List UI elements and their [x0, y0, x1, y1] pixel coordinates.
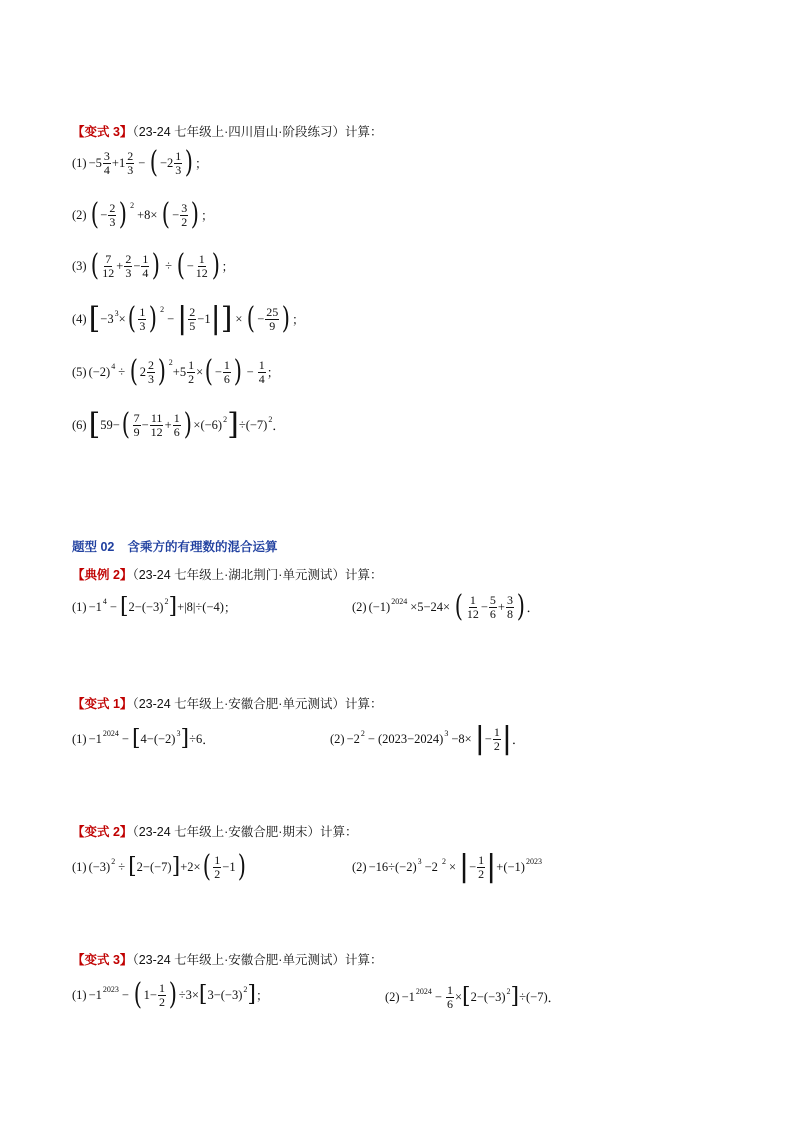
fraction: $\frac{1}{2}$ [478, 852, 485, 881]
operator: +8× [137, 207, 158, 222]
bracket-right: ] [168, 594, 178, 619]
bracket-right: ] [220, 301, 233, 336]
paren-right: ) [183, 407, 192, 442]
exponent: 4 [111, 361, 116, 371]
term: 2−(−7) [136, 859, 172, 874]
operator: +1 [111, 155, 126, 170]
punctuation: ； [221, 260, 235, 274]
fraction: 3 4 [103, 148, 110, 177]
fraction: 1 12 [466, 592, 479, 621]
example2-problem-2 [352, 589, 540, 624]
section-title [72, 537, 278, 555]
exponent: 2 [441, 856, 446, 866]
paren-right: ) [516, 589, 525, 624]
term: 2−(−3) [470, 989, 506, 1004]
problem-number: (5) [72, 364, 87, 379]
term: −1 [88, 731, 102, 746]
bracket-left: [ [131, 726, 141, 751]
term: −5 [88, 155, 102, 170]
exponent: 2023 [102, 984, 119, 994]
exponent: 3 [114, 308, 119, 318]
paren-right: ) [168, 977, 177, 1012]
fraction: 2 3 [148, 357, 155, 386]
variant2-problem-2 [352, 849, 542, 884]
punctuation: ． [526, 601, 540, 615]
operator: ÷ [165, 258, 173, 273]
abs-left: | [474, 721, 485, 756]
fraction: $\frac{1}{2}$ [493, 724, 500, 753]
variant3-heading [72, 122, 382, 140]
operator: ÷3× [178, 987, 199, 1002]
operator: × [235, 311, 243, 326]
operator: + [497, 599, 505, 614]
source-text: （23-24 七年级上·安徽合肥·单元测试）计算： [132, 953, 383, 967]
exponent: 2024 [102, 728, 119, 738]
operator: ÷(−7) [519, 989, 548, 1004]
problem-number: (2) [352, 859, 367, 874]
exponent: 3 [444, 728, 449, 738]
problem-number: (2) [352, 599, 367, 614]
fraction: 1 3 [139, 304, 146, 333]
operator: × [196, 364, 204, 379]
paren-left: ( [129, 354, 139, 389]
operator: −8× [451, 731, 472, 746]
exponent: 2 [223, 414, 228, 424]
operator: + [164, 417, 172, 432]
punctuation: ； [291, 313, 305, 327]
term: −1 [88, 599, 102, 614]
variant3-problem-1 [72, 977, 269, 1012]
bracket-left: [ [119, 594, 129, 619]
fraction: $\frac{5}{6}$ [489, 592, 496, 621]
operator: + [116, 258, 124, 273]
punctuation: ； [195, 157, 208, 171]
operator: ÷(−7) [238, 417, 268, 432]
bracket-right: ] [180, 726, 190, 751]
paren-left: ( [90, 248, 99, 283]
fraction: $\frac{2}{3}$ [125, 251, 132, 280]
operator: ÷(−4) [195, 599, 224, 614]
bracket-right: ] [247, 982, 256, 1007]
problem-number: (2) [330, 731, 345, 746]
variant1-problem-2 [330, 721, 525, 756]
operator: +5 [172, 364, 187, 379]
operator: × [448, 859, 456, 874]
paren-left: ( [247, 301, 256, 336]
paren-right: ) [157, 354, 167, 389]
bracket-left: [ [88, 407, 101, 442]
paren-right: ) [211, 248, 220, 283]
source-text: （23-24 七年级上·安徽合肥·单元测试）计算： [132, 697, 383, 711]
operator: −2 [424, 859, 438, 874]
term: 59− [100, 417, 120, 432]
variant2-heading [72, 822, 357, 840]
term: −1 [401, 989, 415, 1004]
fraction: 7 9 [133, 410, 140, 439]
problem-1 [72, 145, 208, 180]
problem-number: (1) [72, 599, 87, 614]
operator: − [133, 258, 141, 273]
punctuation: ； [200, 209, 214, 223]
paren-left: ( [127, 301, 136, 336]
operator: − [141, 417, 149, 432]
abs-right: | [486, 849, 497, 884]
term: (−3) [88, 859, 111, 874]
bracket-right: ] [171, 854, 181, 879]
exponent: 4 [102, 596, 107, 606]
operator: + [177, 599, 185, 614]
fraction: $\frac{3}{8}$ [506, 592, 513, 621]
fraction: $\frac{11}{12}$ [150, 410, 163, 439]
variant2-problem-1 [72, 849, 247, 884]
term: 4−(−2) [140, 731, 176, 746]
exponent: 3 [176, 728, 181, 738]
section-title-text: 含乘方的有理数的混合运算 [127, 540, 278, 554]
fraction: $\frac{1}{6}$ [223, 357, 230, 386]
bracket-right: ] [227, 407, 239, 442]
problem-number: (2) [72, 207, 87, 222]
abs-right: | [501, 721, 512, 756]
term: −1 [222, 859, 236, 874]
fraction: $\frac{2}{3}$ [109, 200, 116, 229]
source-text: （23-24 七年级上·湖北荆门·单元测试）计算： [132, 568, 383, 582]
variant3b-heading [72, 950, 382, 968]
problem-number: (2) [385, 989, 400, 1004]
fraction: 7 12 [102, 251, 115, 280]
exponent: 2 [506, 986, 511, 996]
problem-number: (6) [72, 417, 87, 432]
term: (−1) [368, 599, 391, 614]
paren-left: ( [121, 407, 130, 442]
fraction: $\frac{25}{9}$ [266, 304, 279, 333]
fraction: $\frac{3}{2}$ [181, 200, 188, 229]
problem-number: (3) [72, 258, 87, 273]
punctuation: ； [266, 366, 280, 380]
problem-number: (1) [72, 987, 87, 1002]
term: − [172, 207, 180, 222]
example-tag: 【典例 2】 [72, 568, 133, 582]
paren-left: ( [202, 849, 211, 884]
punctuation: ． [511, 733, 525, 747]
operator: × [454, 989, 463, 1004]
paren-right: ) [237, 849, 246, 884]
paren-right: ) [149, 301, 158, 336]
bracket-left: [ [128, 854, 137, 879]
paren-right: ) [152, 248, 161, 283]
operator: − [367, 731, 375, 746]
operator: ÷6 [189, 731, 203, 746]
operator: ×(−6) [193, 417, 223, 432]
problem-number: (1) [72, 155, 87, 170]
abs-value: |8| [184, 599, 196, 614]
fraction: $\frac{1}{6}$ [173, 410, 180, 439]
exponent: 2024 [415, 986, 432, 996]
operator: − [480, 599, 488, 614]
paren-right: ) [119, 197, 128, 232]
fraction: $\frac{1}{4}$ [142, 251, 149, 280]
fraction: $\frac{1}{4}$ [258, 357, 265, 386]
example2-heading [72, 565, 382, 583]
operator: ÷ [118, 859, 126, 874]
operator: − [138, 155, 146, 170]
operator: × [118, 311, 126, 326]
variant1-problem-1 [72, 728, 215, 750]
punctuation: ； [223, 601, 237, 615]
term: −1 [88, 987, 102, 1002]
operator: − [167, 311, 175, 326]
paren-right: ) [185, 145, 194, 180]
term: 3−(−3) [207, 987, 243, 1002]
term: −1 [197, 311, 211, 326]
operator: − [246, 364, 254, 379]
paren-right: ) [190, 197, 200, 232]
fraction: $\frac{1}{2}$ [158, 980, 165, 1009]
exponent: 2 [130, 200, 135, 210]
problem-number: (1) [72, 731, 87, 746]
term: (2023−2024) [377, 731, 444, 746]
term: − [469, 859, 477, 874]
abs-left: | [177, 301, 188, 336]
punctuation: ． [547, 991, 561, 1006]
fraction: 2 3 [127, 148, 134, 177]
operator: − [121, 987, 129, 1002]
abs-left: | [459, 849, 470, 884]
problem-2 [72, 197, 214, 232]
source-text: （23-24 七年级上·四川眉山·阶段练习）计算： [132, 125, 383, 139]
exponent: 2 [360, 728, 365, 738]
bracket-right: ] [510, 984, 520, 1010]
variant-tag: 【变式 2】 [72, 825, 133, 839]
example2-problem-1 [72, 596, 236, 618]
exponent: 2023 [525, 856, 542, 866]
variant1-heading [72, 694, 382, 712]
problem-4 [72, 301, 305, 336]
paren-left: ( [162, 197, 171, 232]
exponent: 2 [111, 856, 116, 866]
operator: +(−1) [496, 859, 525, 874]
fraction: 2 5 [189, 304, 196, 333]
variant3-problem-2 [385, 984, 560, 1010]
punctuation: ． [202, 733, 215, 747]
term: 2 [139, 364, 147, 379]
operator: ×5−24× [410, 599, 451, 614]
paren-right: ) [282, 301, 291, 336]
term: −2 [159, 155, 174, 170]
fraction: $\frac{1}{12}$ [195, 251, 208, 280]
term: − [257, 311, 265, 326]
paren-left: ( [90, 197, 99, 232]
problem-3 [72, 248, 235, 283]
exponent: 2024 [391, 596, 408, 606]
fraction: 1 2 [214, 852, 221, 881]
bracket-left: [ [198, 982, 208, 1007]
exponent: 2 [164, 596, 169, 606]
source-text: （23-24 七年级上·安徽合肥·期末）计算： [132, 825, 358, 839]
paren-left: ( [150, 145, 159, 180]
operator: − [121, 731, 129, 746]
exponent: 2 [243, 984, 248, 994]
exponent: 2 [268, 414, 273, 424]
problem-number: (4) [72, 311, 87, 326]
paren-left: ( [204, 354, 214, 389]
fraction: $\frac{1}{6}$ [446, 983, 453, 1011]
variant-tag: 【变式 3】 [72, 125, 133, 139]
term: 1− [143, 987, 157, 1002]
exponent: 2 [168, 357, 173, 367]
operator: ÷ [118, 364, 126, 379]
punctuation: ； [256, 989, 269, 1003]
section-number: 题型 02 [72, 540, 115, 554]
operator: − [109, 599, 117, 614]
operator: − [434, 989, 442, 1004]
term: (−2) [88, 364, 111, 379]
term: −2 [346, 731, 360, 746]
term: −3 [100, 311, 114, 326]
exponent: 3 [417, 856, 422, 866]
term: 2−(−3) [128, 599, 164, 614]
exponent: 2 [160, 304, 165, 314]
variant-tag: 【变式 3】 [72, 953, 133, 967]
bracket-left: [ [88, 301, 101, 336]
term: −16÷(−2) [368, 859, 417, 874]
problem-5 [72, 354, 280, 389]
paren-left: ( [176, 248, 185, 283]
paren-left: ( [133, 977, 142, 1012]
term: − [214, 364, 222, 379]
paren-left: ( [454, 589, 464, 624]
abs-right: | [210, 301, 221, 336]
variant-tag: 【变式 1】 [72, 697, 133, 711]
fraction: 1 3 [175, 148, 182, 177]
bracket-left: [ [462, 984, 471, 1010]
fraction: $\frac{1}{2}$ [188, 357, 195, 386]
paren-right: ) [233, 354, 242, 389]
operator: +2× [180, 859, 201, 874]
problem-6 [72, 407, 285, 442]
problem-number: (1) [72, 859, 87, 874]
punctuation: ． [272, 419, 285, 433]
term: − [100, 207, 108, 222]
term: − [186, 258, 194, 273]
term: − [484, 731, 492, 746]
